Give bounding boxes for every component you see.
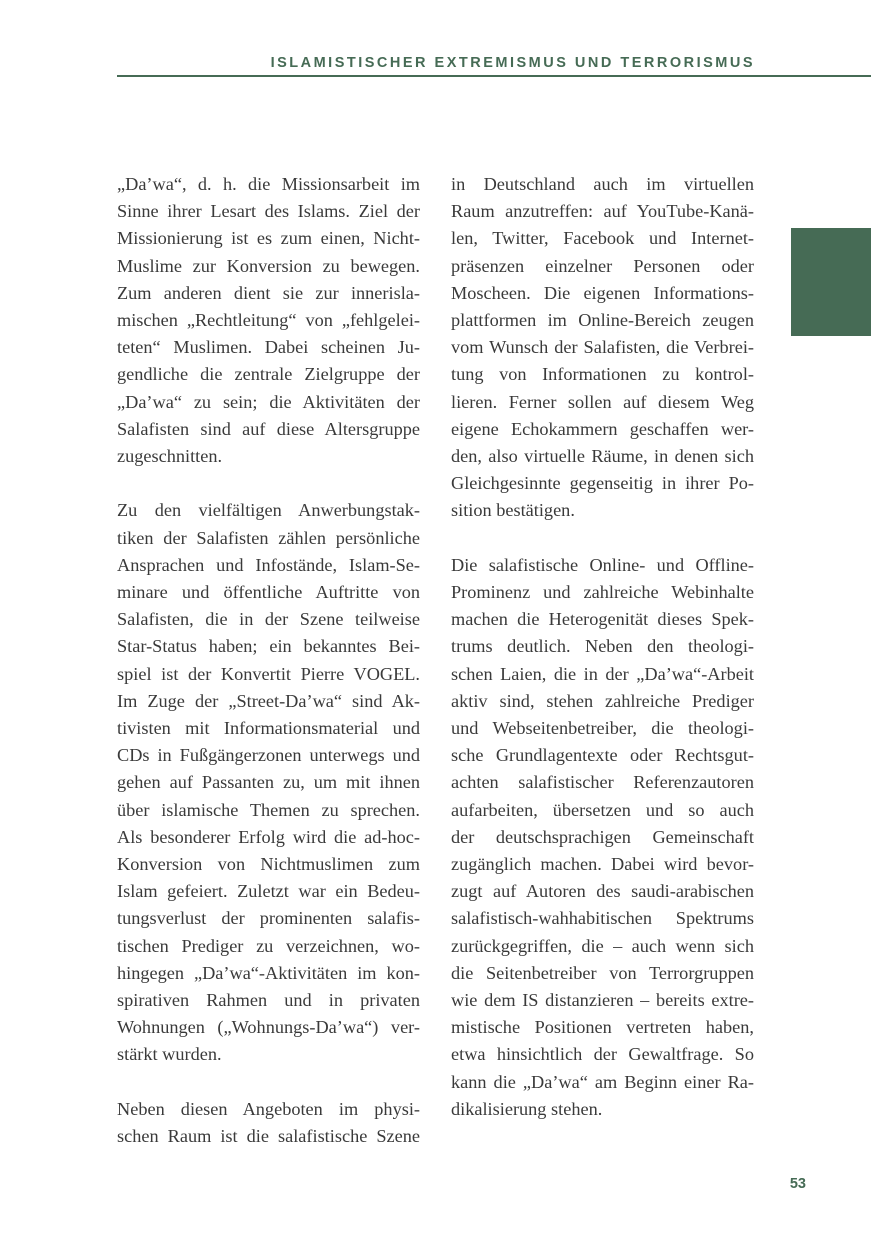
left-text-column bbox=[117, 171, 420, 1150]
text-line: vom Wunsch der Salafisten, die Verbrei- bbox=[451, 337, 754, 358]
text-line: Neben diesen Angeboten im physi- bbox=[117, 1098, 420, 1119]
text-line: Muslime zur Konversion zu bewegen. bbox=[117, 255, 420, 276]
text-line: Als besonderer Erfolg wird die ad-hoc- bbox=[117, 826, 420, 847]
text-line: CDs in Fußgängerzonen unterwegs und bbox=[117, 745, 420, 766]
text-line: gehen auf Passanten zu, um mit ihnen bbox=[117, 772, 420, 793]
text-line: Gleichgesinnte gegenseitig in ihrer Po- bbox=[451, 473, 754, 494]
text-line: und Webseitenbetreiber, die theologi- bbox=[451, 718, 754, 739]
text-line: dikalisierung stehen. bbox=[451, 1098, 603, 1119]
text-line: mischen „Rechtleitung“ von „fehlgelei- bbox=[117, 310, 420, 331]
paragraph bbox=[451, 171, 754, 525]
text-line: zugt auf Autoren des saudi-arabischen bbox=[451, 881, 754, 902]
text-line: zugeschnitten. bbox=[117, 446, 223, 467]
text-line: Die salafistische Online- und Offline- bbox=[451, 554, 754, 575]
text-line: Im Zuge der „Street-Da’wa“ sind Ak- bbox=[117, 690, 420, 711]
text-line: in Deutschland auch im virtuellen bbox=[451, 174, 754, 194]
text-line: spirativen Rahmen und in privaten bbox=[117, 990, 420, 1011]
paragraph-gap bbox=[451, 525, 754, 552]
text-line: lieren. Ferner sollen auf diesem Weg bbox=[451, 391, 754, 412]
paragraph-gap bbox=[117, 1069, 420, 1096]
text-line: hingegen „Da’wa“-Aktivitäten im kon- bbox=[117, 962, 420, 983]
text-line: präsenzen einzelner Personen oder bbox=[451, 255, 754, 276]
text-line: den, also virtuelle Räume, in denen sich bbox=[451, 446, 754, 467]
text-line: plattformen im Online-Bereich zeugen bbox=[451, 310, 754, 331]
text-line: Wohnungen („Wohnungs-Da’wa“) ver- bbox=[117, 1017, 420, 1038]
running-header: ISLAMISTISCHER EXTREMISMUS UND TERRORISMUS bbox=[270, 55, 755, 71]
text-line: wie dem IS distanzieren – bereits extre- bbox=[451, 990, 754, 1011]
text-line: stärkt wurden. bbox=[117, 1044, 222, 1065]
text-line: Star-Status haben; ein bekanntes Bei- bbox=[117, 636, 420, 657]
paragraph bbox=[117, 497, 420, 1068]
text-line: achten salafistischer Referenzautoren bbox=[451, 772, 754, 793]
paragraph bbox=[117, 1096, 420, 1150]
text-line: Raum anzutreffen: auf YouTube-Kanä- bbox=[451, 201, 754, 222]
text-line: zugänglich machen. Dabei wird bevor- bbox=[451, 854, 754, 875]
text-line: minare und öffentliche Auftritte von bbox=[117, 582, 420, 603]
text-line: sition bestätigen. bbox=[451, 500, 575, 521]
text-line: über islamische Themen zu sprechen. bbox=[117, 799, 420, 820]
text-line: sche Grundlagentexte oder Rechtsgut- bbox=[451, 745, 754, 766]
text-line: eigene Echokammern geschaffen wer- bbox=[451, 418, 754, 439]
paragraph bbox=[451, 552, 754, 1123]
text-line: „Da’wa“, d. h. die Missionsarbeit im bbox=[117, 174, 420, 194]
text-line: Moscheen. Die eigenen Informations- bbox=[451, 282, 754, 303]
text-line: mistische Positionen vertreten haben, bbox=[451, 1017, 754, 1038]
text-line: die Seitenbetreiber von Terrorgruppen bbox=[451, 962, 754, 983]
text-line: Zu den vielfältigen Anwerbungstak- bbox=[117, 500, 420, 521]
text-line: etwa hinsichtlich der Gewaltfrage. So bbox=[451, 1044, 754, 1065]
text-line: machen die Heterogenität dieses Spek- bbox=[451, 609, 754, 630]
text-line: tiken der Salafisten zählen persönliche bbox=[117, 527, 420, 548]
text-line: kann die „Da’wa“ am Beginn einer Ra- bbox=[451, 1071, 754, 1092]
paragraph bbox=[117, 171, 420, 470]
text-line: tivisten mit Informationsmaterial und bbox=[117, 718, 420, 739]
text-line: Prominenz und zahlreiche Webinhalte bbox=[451, 582, 754, 603]
text-line: salafistisch-wahhabitischen Spektrums bbox=[451, 908, 754, 929]
text-line: gendliche die zentrale Zielgruppe der bbox=[117, 364, 420, 385]
page-number: 53 bbox=[789, 1176, 806, 1192]
text-line: Ansprachen und Infostände, Islam-Se- bbox=[117, 554, 420, 575]
text-line: len, Twitter, Facebook und Internet- bbox=[451, 228, 754, 249]
text-line: schen Raum ist die salafistische Szene bbox=[117, 1126, 420, 1147]
text-line: Islam gefeiert. Zuletzt war ein Bedeu- bbox=[117, 881, 420, 902]
text-line: Salafisten, die in der Szene teilweise bbox=[117, 609, 420, 630]
text-line: tungsverlust der prominenten salafis- bbox=[117, 908, 420, 929]
text-line: der deutschsprachigen Gemeinschaft bbox=[451, 826, 754, 847]
text-line: „Da’wa“ zu sein; die Aktivitäten der bbox=[117, 391, 420, 412]
text-line: Sinne ihrer Lesart des Islams. Ziel der bbox=[117, 201, 420, 222]
text-line: Konversion von Nichtmuslimen zum bbox=[117, 854, 420, 875]
text-line: Zum anderen dient sie zur innerisla- bbox=[117, 282, 420, 303]
header-rule bbox=[117, 75, 871, 77]
paragraph-gap bbox=[117, 470, 420, 497]
text-line: zurückgegriffen, die – auch wenn sich bbox=[451, 935, 754, 956]
text-line: tung von Informationen zu kontrol- bbox=[451, 364, 754, 385]
text-line: spiel ist der Konvertit Pierre VOGEL. bbox=[117, 663, 420, 684]
text-line: Missionierung ist es zum einen, Nicht- bbox=[117, 228, 420, 249]
right-text-column bbox=[451, 171, 754, 1123]
text-line: aktiv sind, stehen zahlreiche Prediger bbox=[451, 690, 754, 711]
text-line: schen Laien, die in der „Da’wa“-Arbeit bbox=[451, 663, 754, 684]
text-line: Salafisten sind auf diese Altersgruppe bbox=[117, 418, 420, 439]
text-line: aufarbeiten, übersetzen und so auch bbox=[451, 799, 754, 820]
text-line: teten“ Muslimen. Dabei scheinen Ju- bbox=[117, 337, 420, 358]
text-line: trums deutlich. Neben den theologi- bbox=[451, 636, 754, 657]
text-line: tischen Prediger zu verzeichnen, wo- bbox=[117, 935, 420, 956]
chapter-tab-marker bbox=[791, 228, 871, 336]
